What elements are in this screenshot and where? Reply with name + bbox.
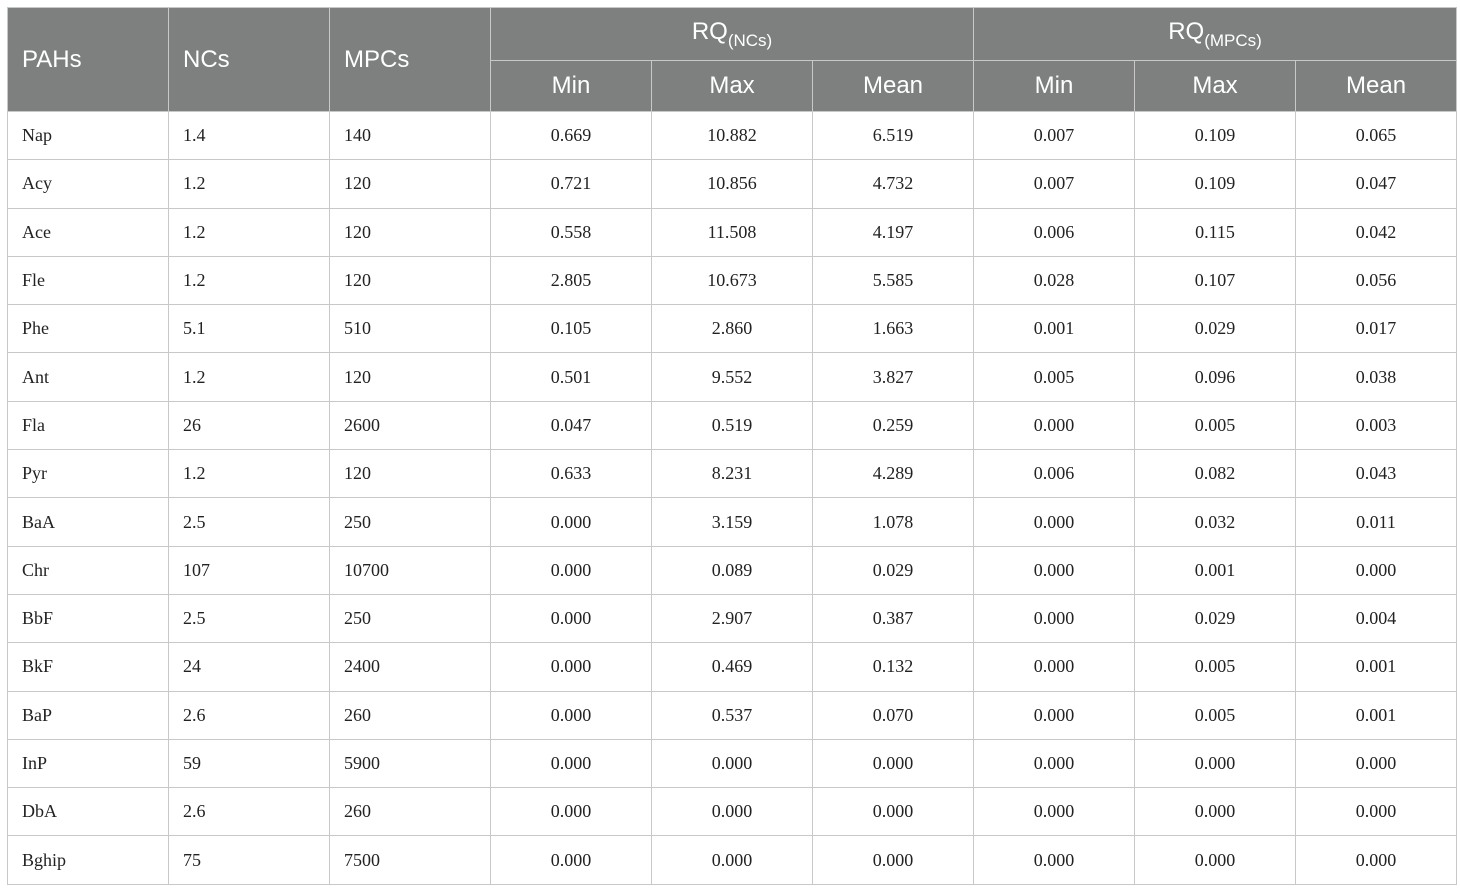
header-rq-mpcs-main: RQ: [1168, 17, 1205, 45]
cell-rq-mpcs-min: 0.000: [974, 788, 1135, 836]
cell-rq-mpcs-max: 0.005: [1135, 401, 1296, 449]
header-rq-ncs-main: RQ: [691, 17, 728, 45]
cell-ncs: 75: [169, 836, 330, 884]
cell-ncs: 24: [169, 643, 330, 691]
table-row: [8, 498, 1457, 546]
cell-rq-mpcs-max: 0.000: [1135, 836, 1296, 884]
cell-mpcs: 10700: [330, 546, 491, 594]
table-row: [8, 546, 1457, 594]
cell-rq-ncs-max: 0.537: [652, 691, 813, 739]
cell-ncs: 2.5: [169, 498, 330, 546]
header-rq-mpcs: [974, 8, 1457, 61]
cell-rq-mpcs-max: 0.109: [1135, 112, 1296, 160]
cell-mpcs: 2600: [330, 401, 491, 449]
cell-rq-mpcs-mean: 0.001: [1296, 643, 1457, 691]
cell-mpcs: 260: [330, 691, 491, 739]
cell-rq-ncs-mean: 0.387: [813, 594, 974, 642]
cell-rq-ncs-min: 0.721: [491, 160, 652, 208]
cell-ncs: 2.6: [169, 788, 330, 836]
cell-rq-ncs-mean: 5.585: [813, 256, 974, 304]
cell-ncs: 107: [169, 546, 330, 594]
cell-rq-ncs-max: 2.860: [652, 305, 813, 353]
table-row: [8, 450, 1457, 498]
cell-rq-ncs-min: 2.805: [491, 256, 652, 304]
header-ncs-max: Max: [652, 61, 813, 112]
cell-rq-mpcs-max: 0.029: [1135, 305, 1296, 353]
cell-ncs: 1.2: [169, 160, 330, 208]
cell-ncs: 1.2: [169, 353, 330, 401]
table-row: [8, 836, 1457, 884]
table-row: [8, 208, 1457, 256]
cell-rq-mpcs-min: 0.000: [974, 546, 1135, 594]
cell-rq-ncs-min: 0.000: [491, 788, 652, 836]
cell-rq-mpcs-max: 0.005: [1135, 691, 1296, 739]
cell-pah: Fle: [8, 256, 169, 304]
cell-rq-mpcs-min: 0.007: [974, 160, 1135, 208]
table-row: [8, 160, 1457, 208]
cell-rq-ncs-mean: 3.827: [813, 353, 974, 401]
cell-rq-mpcs-min: 0.000: [974, 739, 1135, 787]
header-mpcs-max: Max: [1135, 61, 1296, 112]
cell-ncs: 59: [169, 739, 330, 787]
cell-rq-ncs-min: 0.558: [491, 208, 652, 256]
cell-rq-mpcs-max: 0.096: [1135, 353, 1296, 401]
cell-rq-mpcs-min: 0.000: [974, 836, 1135, 884]
cell-rq-mpcs-max: 0.005: [1135, 643, 1296, 691]
cell-rq-ncs-mean: 1.078: [813, 498, 974, 546]
cell-rq-mpcs-mean: 0.056: [1296, 256, 1457, 304]
cell-rq-mpcs-min: 0.006: [974, 208, 1135, 256]
cell-pah: Phe: [8, 305, 169, 353]
cell-rq-mpcs-max: 0.001: [1135, 546, 1296, 594]
cell-rq-ncs-mean: 4.732: [813, 160, 974, 208]
header-rq-ncs: [491, 8, 974, 61]
cell-rq-ncs-min: 0.633: [491, 450, 652, 498]
cell-rq-ncs-min: 0.000: [491, 643, 652, 691]
header-rq-ncs-sub: (NCs): [727, 30, 773, 50]
table-row: [8, 691, 1457, 739]
cell-rq-mpcs-max: 0.107: [1135, 256, 1296, 304]
cell-rq-mpcs-mean: 0.038: [1296, 353, 1457, 401]
cell-mpcs: 120: [330, 160, 491, 208]
cell-pah: Nap: [8, 112, 169, 160]
table-row: [8, 788, 1457, 836]
cell-rq-mpcs-max: 0.032: [1135, 498, 1296, 546]
cell-pah: BaP: [8, 691, 169, 739]
cell-rq-mpcs-max: 0.000: [1135, 788, 1296, 836]
table-row: [8, 256, 1457, 304]
cell-rq-mpcs-mean: 0.000: [1296, 836, 1457, 884]
cell-mpcs: 250: [330, 594, 491, 642]
table-row: [8, 401, 1457, 449]
cell-rq-ncs-mean: 6.519: [813, 112, 974, 160]
table-row: [8, 305, 1457, 353]
header-rq-mpcs-sub: (MPCs): [1204, 30, 1262, 50]
cell-rq-mpcs-min: 0.000: [974, 643, 1135, 691]
header-mpcs-mean: Mean: [1296, 61, 1457, 112]
cell-mpcs: 2400: [330, 643, 491, 691]
cell-pah: BaA: [8, 498, 169, 546]
cell-rq-ncs-max: 0.000: [652, 739, 813, 787]
header-ncs: NCs: [169, 8, 330, 112]
cell-pah: Pyr: [8, 450, 169, 498]
cell-rq-mpcs-max: 0.082: [1135, 450, 1296, 498]
cell-rq-mpcs-max: 0.109: [1135, 160, 1296, 208]
cell-rq-ncs-mean: 0.132: [813, 643, 974, 691]
cell-pah: Ace: [8, 208, 169, 256]
cell-rq-ncs-min: 0.000: [491, 691, 652, 739]
cell-ncs: 5.1: [169, 305, 330, 353]
cell-rq-mpcs-mean: 0.042: [1296, 208, 1457, 256]
cell-rq-mpcs-max: 0.115: [1135, 208, 1296, 256]
cell-rq-ncs-max: 9.552: [652, 353, 813, 401]
cell-pah: Ant: [8, 353, 169, 401]
cell-ncs: 2.5: [169, 594, 330, 642]
header-pahs: PAHs: [8, 8, 169, 112]
cell-mpcs: 120: [330, 353, 491, 401]
cell-rq-ncs-max: 0.469: [652, 643, 813, 691]
cell-rq-ncs-mean: 0.000: [813, 836, 974, 884]
table-body: [8, 112, 1457, 885]
cell-rq-mpcs-mean: 0.000: [1296, 739, 1457, 787]
cell-rq-ncs-min: 0.669: [491, 112, 652, 160]
cell-rq-mpcs-min: 0.001: [974, 305, 1135, 353]
cell-rq-mpcs-mean: 0.017: [1296, 305, 1457, 353]
cell-pah: Bghip: [8, 836, 169, 884]
table-row: [8, 739, 1457, 787]
cell-rq-ncs-max: 2.907: [652, 594, 813, 642]
cell-rq-mpcs-max: 0.000: [1135, 739, 1296, 787]
cell-mpcs: 510: [330, 305, 491, 353]
cell-rq-ncs-mean: 0.000: [813, 739, 974, 787]
table-row: [8, 353, 1457, 401]
cell-mpcs: 5900: [330, 739, 491, 787]
cell-rq-mpcs-min: 0.000: [974, 594, 1135, 642]
cell-rq-ncs-max: 3.159: [652, 498, 813, 546]
cell-rq-mpcs-max: 0.029: [1135, 594, 1296, 642]
cell-ncs: 1.2: [169, 208, 330, 256]
cell-mpcs: 250: [330, 498, 491, 546]
cell-ncs: 1.4: [169, 112, 330, 160]
cell-rq-ncs-mean: 0.259: [813, 401, 974, 449]
cell-rq-ncs-min: 0.000: [491, 546, 652, 594]
header-ncs-min: Min: [491, 61, 652, 112]
cell-rq-mpcs-mean: 0.047: [1296, 160, 1457, 208]
cell-rq-mpcs-mean: 0.000: [1296, 788, 1457, 836]
table-row: [8, 643, 1457, 691]
cell-pah: BbF: [8, 594, 169, 642]
cell-rq-ncs-max: 10.673: [652, 256, 813, 304]
pah-risk-table: [7, 7, 1457, 885]
header-mpcs-min: Min: [974, 61, 1135, 112]
cell-rq-ncs-max: 10.856: [652, 160, 813, 208]
cell-mpcs: 120: [330, 208, 491, 256]
cell-rq-ncs-mean: 4.289: [813, 450, 974, 498]
cell-rq-mpcs-min: 0.000: [974, 401, 1135, 449]
cell-pah: DbA: [8, 788, 169, 836]
cell-rq-mpcs-mean: 0.004: [1296, 594, 1457, 642]
cell-rq-mpcs-min: 0.000: [974, 691, 1135, 739]
header-mpcs: MPCs: [330, 8, 491, 112]
cell-mpcs: 120: [330, 450, 491, 498]
cell-mpcs: 7500: [330, 836, 491, 884]
cell-rq-mpcs-mean: 0.003: [1296, 401, 1457, 449]
cell-rq-mpcs-mean: 0.065: [1296, 112, 1457, 160]
cell-rq-ncs-min: 0.000: [491, 594, 652, 642]
cell-rq-ncs-mean: 0.029: [813, 546, 974, 594]
cell-rq-ncs-max: 0.089: [652, 546, 813, 594]
table-row: [8, 594, 1457, 642]
cell-rq-ncs-max: 0.000: [652, 836, 813, 884]
cell-rq-mpcs-mean: 0.001: [1296, 691, 1457, 739]
cell-ncs: 2.6: [169, 691, 330, 739]
cell-rq-mpcs-min: 0.028: [974, 256, 1135, 304]
cell-ncs: 1.2: [169, 256, 330, 304]
cell-rq-mpcs-min: 0.000: [974, 498, 1135, 546]
cell-pah: Acy: [8, 160, 169, 208]
cell-rq-mpcs-min: 0.005: [974, 353, 1135, 401]
cell-ncs: 26: [169, 401, 330, 449]
cell-pah: Chr: [8, 546, 169, 594]
cell-rq-ncs-min: 0.000: [491, 836, 652, 884]
header-ncs-mean: Mean: [813, 61, 974, 112]
cell-rq-mpcs-mean: 0.000: [1296, 546, 1457, 594]
cell-rq-ncs-min: 0.105: [491, 305, 652, 353]
cell-rq-ncs-mean: 1.663: [813, 305, 974, 353]
cell-pah: InP: [8, 739, 169, 787]
table-header: [8, 8, 1457, 112]
cell-rq-ncs-min: 0.000: [491, 739, 652, 787]
cell-pah: BkF: [8, 643, 169, 691]
cell-pah: Fla: [8, 401, 169, 449]
cell-rq-ncs-mean: 0.070: [813, 691, 974, 739]
cell-rq-ncs-max: 0.000: [652, 788, 813, 836]
cell-rq-mpcs-mean: 0.011: [1296, 498, 1457, 546]
cell-rq-mpcs-min: 0.006: [974, 450, 1135, 498]
cell-rq-ncs-max: 11.508: [652, 208, 813, 256]
cell-rq-ncs-max: 0.519: [652, 401, 813, 449]
cell-ncs: 1.2: [169, 450, 330, 498]
table-row: [8, 112, 1457, 160]
cell-rq-ncs-min: 0.000: [491, 498, 652, 546]
cell-rq-ncs-mean: 0.000: [813, 788, 974, 836]
cell-rq-mpcs-mean: 0.043: [1296, 450, 1457, 498]
cell-mpcs: 260: [330, 788, 491, 836]
cell-mpcs: 120: [330, 256, 491, 304]
cell-rq-ncs-mean: 4.197: [813, 208, 974, 256]
cell-mpcs: 140: [330, 112, 491, 160]
cell-rq-ncs-max: 8.231: [652, 450, 813, 498]
cell-rq-ncs-min: 0.047: [491, 401, 652, 449]
cell-rq-mpcs-min: 0.007: [974, 112, 1135, 160]
cell-rq-ncs-min: 0.501: [491, 353, 652, 401]
cell-rq-ncs-max: 10.882: [652, 112, 813, 160]
